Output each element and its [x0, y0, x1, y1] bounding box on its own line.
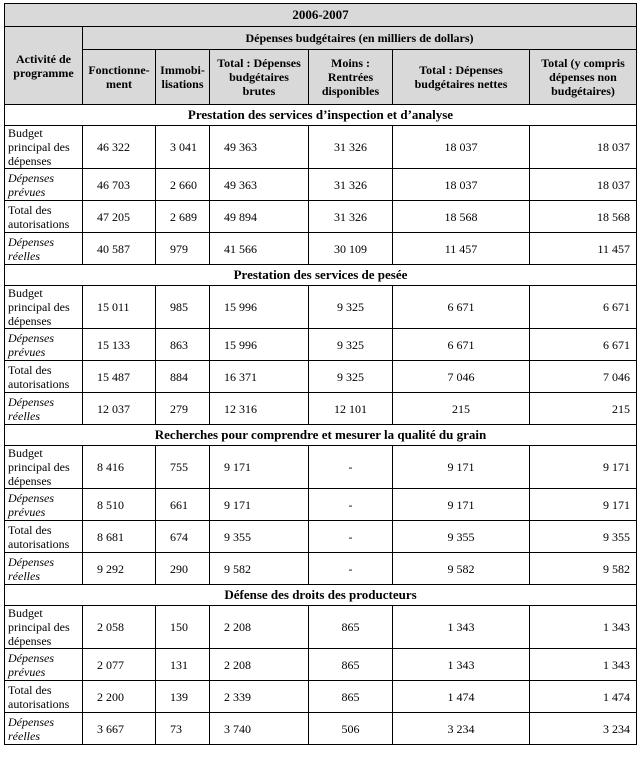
value-cell: 7 046 — [393, 361, 530, 393]
table-row — [5, 446, 637, 489]
value-cell: 9 171 — [530, 489, 637, 521]
value-cell: 865 — [309, 681, 393, 713]
table-row — [5, 489, 637, 521]
value-cell: 73 — [156, 713, 210, 745]
value-cell: 1 474 — [530, 681, 637, 713]
value-cell: 661 — [156, 489, 210, 521]
value-cell: 15 011 — [83, 286, 156, 329]
table-body — [5, 105, 637, 745]
value-cell: 9 355 — [210, 521, 309, 553]
value-cell: 3 740 — [210, 713, 309, 745]
value-cell: 31 326 — [309, 126, 393, 169]
value-cell: 865 — [309, 606, 393, 649]
value-cell: 3 041 — [156, 126, 210, 169]
column-header-fonctionnement: Fonctionne-ment — [83, 50, 156, 105]
value-cell: 1 474 — [393, 681, 530, 713]
value-cell: 9 325 — [309, 361, 393, 393]
value-cell: 150 — [156, 606, 210, 649]
row-label: Dépenses réelles — [5, 393, 83, 425]
value-cell: 9 582 — [530, 553, 637, 585]
table-row — [5, 126, 637, 169]
row-label: Budget principal des dépenses — [5, 606, 83, 649]
row-label: Dépenses prévues — [5, 489, 83, 521]
section-title: Défense des droits des producteurs — [5, 585, 637, 606]
value-cell: 1 343 — [393, 649, 530, 681]
value-cell: 16 371 — [210, 361, 309, 393]
value-cell: 884 — [156, 361, 210, 393]
row-label: Total des autorisations — [5, 201, 83, 233]
value-cell: 18 037 — [530, 169, 637, 201]
value-cell: 9 325 — [309, 329, 393, 361]
value-cell: 2 058 — [83, 606, 156, 649]
table-row — [5, 286, 637, 329]
budget-table — [4, 3, 637, 745]
section-header-row — [5, 585, 637, 606]
value-cell: 7 046 — [530, 361, 637, 393]
section-title: Prestation des services d’inspection et d’analyse — [5, 105, 637, 126]
value-cell: 2 208 — [210, 649, 309, 681]
row-label: Budget principal des dépenses — [5, 286, 83, 329]
value-cell: 15 996 — [210, 286, 309, 329]
value-cell: 279 — [156, 393, 210, 425]
value-cell: 2 689 — [156, 201, 210, 233]
value-cell: 18 037 — [393, 169, 530, 201]
activity-column-header: Activité de programme — [5, 27, 83, 105]
value-cell: 18 037 — [393, 126, 530, 169]
value-cell: 11 457 — [530, 233, 637, 265]
column-header-rentrees: Moins : Rentrées disponibles — [309, 50, 393, 105]
value-cell: 2 077 — [83, 649, 156, 681]
value-cell: 9 292 — [83, 553, 156, 585]
value-cell: 40 587 — [83, 233, 156, 265]
value-cell: 31 326 — [309, 169, 393, 201]
value-cell: 15 487 — [83, 361, 156, 393]
value-cell: 46 703 — [83, 169, 156, 201]
table-row — [5, 169, 637, 201]
table-row — [5, 681, 637, 713]
table-row — [5, 233, 637, 265]
value-cell: 9 582 — [210, 553, 309, 585]
row-label: Dépenses réelles — [5, 713, 83, 745]
value-cell: 49 894 — [210, 201, 309, 233]
value-cell: 865 — [309, 649, 393, 681]
value-cell: 31 326 — [309, 201, 393, 233]
table-row — [5, 713, 637, 745]
value-cell: 755 — [156, 446, 210, 489]
value-cell: 3 234 — [393, 713, 530, 745]
value-cell: 290 — [156, 553, 210, 585]
value-cell: 15 996 — [210, 329, 309, 361]
value-cell: 2 200 — [83, 681, 156, 713]
column-header-total-brutes: Total : Dépenses budgétaires brutes — [210, 50, 309, 105]
row-label: Dépenses prévues — [5, 649, 83, 681]
section-header-row — [5, 425, 637, 446]
column-header-immobilisations: Immobi-lisations — [156, 50, 210, 105]
value-cell: 6 671 — [393, 329, 530, 361]
row-label: Total des autorisations — [5, 681, 83, 713]
table-row — [5, 393, 637, 425]
value-cell: 9 171 — [210, 446, 309, 489]
value-cell: - — [309, 553, 393, 585]
value-cell: 8 416 — [83, 446, 156, 489]
value-cell: 12 101 — [309, 393, 393, 425]
table-row — [5, 329, 637, 361]
row-label: Dépenses prévues — [5, 169, 83, 201]
value-cell: 6 671 — [530, 286, 637, 329]
value-cell: 15 133 — [83, 329, 156, 361]
value-cell: 2 208 — [210, 606, 309, 649]
value-cell: 2 660 — [156, 169, 210, 201]
value-cell: 9 171 — [530, 446, 637, 489]
value-cell: 49 363 — [210, 126, 309, 169]
value-cell: 6 671 — [393, 286, 530, 329]
section-title: Recherches pour comprendre et mesurer la qualité du grain — [5, 425, 637, 446]
column-header-total-non-budgetaires: Total (y compris dépenses non budgétaires) — [530, 50, 637, 105]
section-header-row — [5, 105, 637, 126]
value-cell: 46 322 — [83, 126, 156, 169]
table-row — [5, 521, 637, 553]
value-cell: 11 457 — [393, 233, 530, 265]
value-cell: 979 — [156, 233, 210, 265]
year-header: 2006-2007 — [5, 4, 637, 27]
row-label: Budget principal des dépenses — [5, 446, 83, 489]
section-header-row — [5, 265, 637, 286]
value-cell: - — [309, 521, 393, 553]
value-cell: 9 171 — [393, 489, 530, 521]
value-cell: 30 109 — [309, 233, 393, 265]
value-cell: 1 343 — [530, 649, 637, 681]
value-cell: 9 355 — [530, 521, 637, 553]
value-cell: 49 363 — [210, 169, 309, 201]
value-cell: 985 — [156, 286, 210, 329]
section-title: Prestation des services de pesée — [5, 265, 637, 286]
value-cell: 18 568 — [530, 201, 637, 233]
value-cell: 12 037 — [83, 393, 156, 425]
value-cell: 41 566 — [210, 233, 309, 265]
value-cell: 8 681 — [83, 521, 156, 553]
value-cell: 9 355 — [393, 521, 530, 553]
value-cell: 3 234 — [530, 713, 637, 745]
table-row — [5, 553, 637, 585]
row-label: Budget principal des dépenses — [5, 126, 83, 169]
row-label: Dépenses réelles — [5, 553, 83, 585]
value-cell: - — [309, 446, 393, 489]
value-cell: 863 — [156, 329, 210, 361]
value-cell: 215 — [393, 393, 530, 425]
table-row — [5, 201, 637, 233]
value-cell: 506 — [309, 713, 393, 745]
value-cell: 12 316 — [210, 393, 309, 425]
value-cell: 9 171 — [393, 446, 530, 489]
value-cell: 9 582 — [393, 553, 530, 585]
row-label: Total des autorisations — [5, 521, 83, 553]
value-cell: 47 205 — [83, 201, 156, 233]
row-label: Total des autorisations — [5, 361, 83, 393]
value-cell: 215 — [530, 393, 637, 425]
budget-group-header: Dépenses budgétaires (en milliers de dollars) — [83, 27, 637, 50]
value-cell: - — [309, 489, 393, 521]
row-label: Dépenses réelles — [5, 233, 83, 265]
value-cell: 18 568 — [393, 201, 530, 233]
row-label: Dépenses prévues — [5, 329, 83, 361]
value-cell: 131 — [156, 649, 210, 681]
value-cell: 2 339 — [210, 681, 309, 713]
value-cell: 6 671 — [530, 329, 637, 361]
value-cell: 8 510 — [83, 489, 156, 521]
value-cell: 674 — [156, 521, 210, 553]
column-header-total-nettes: Total : Dépenses budgétaires nettes — [393, 50, 530, 105]
value-cell: 18 037 — [530, 126, 637, 169]
value-cell: 3 667 — [83, 713, 156, 745]
table-row — [5, 606, 637, 649]
value-cell: 139 — [156, 681, 210, 713]
value-cell: 9 325 — [309, 286, 393, 329]
value-cell: 1 343 — [530, 606, 637, 649]
table-row — [5, 649, 637, 681]
table-row — [5, 361, 637, 393]
value-cell: 9 171 — [210, 489, 309, 521]
value-cell: 1 343 — [393, 606, 530, 649]
